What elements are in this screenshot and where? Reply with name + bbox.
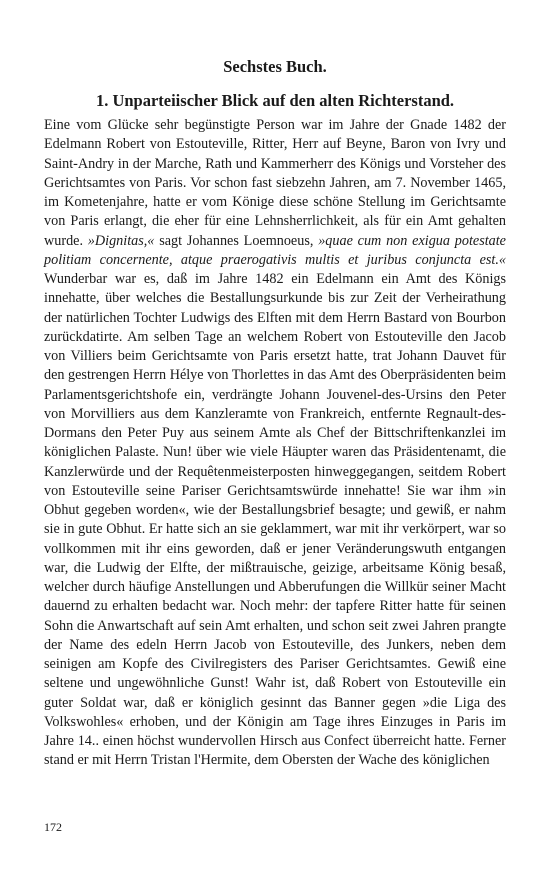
page-content	[44, 56, 506, 771]
book-title: Sechstes Buch.	[223, 57, 327, 76]
paragraph-text: sagt Johannes Loemnoeus,	[154, 232, 319, 249]
paragraph-text: Wunderbar war es, daß im Jahre 1482 ein Edelmann ein Amt des Königs innehatte, über welches die Bestallungsurkunde bis zur Zeit der Verheirathung der natürlichen Tochter Ludwigs des Elften mit dem Herrn Bastard von Bourbon zurückdatirte. Am selben Tage an welchem Robert von Estouteville den Jacob von Villiers beim Gerichtsamte von Paris ersetzt hatte, trat Johann Dauvet für den gestrengen Herrn Hélye von Thorlettes in das Amt des Oberpräsidenten beim Parlamentsgerichtshofe ein, verdrängte Johann Jouvenel-des-Ursins den Peter von Morvilliers aus dem Kanzleramte von Frankreich, entfernte Regnault-des-Dormans den Peter Puy aus seinem Amte als Chef der Bittschriftenkanzlei im königlichen Palaste. Nun! über wie viele Häupter waren das Präsidentenamt, die Kanzlerwürde und der Requêtenmeisterposten hinweggegangen, seitdem Robert von Estouteville seine Pariser Gerichtsamtswürde innehatte! Sie war ihm »in Obhut gegeben worden«, wie der Bestallungsbrief besagte; und gewiß, er nahm sie in gute Obhut. Er hatte sich an sie geklammert, war mit ihr verkörpert, war so vollkommen mit ihr eins geworden, daß er jener Veränderungswuth entgangen war, die Ludwig der Elfte, der mißtrauische, geizige, arbeitsame König besaß, welcher durch häufige Anstellungen und Abberufungen die Willkür seiner Macht dauernd zu erhalten bedacht war. Noch mehr: der tapfere Ritter hatte für seinen Sohn die Anwartschaft auf sein Amt erhalten, und schon seit zwei Jahren prangte der Name des edeln Herrn Jacob von Estouteville, des Junkers, neben dem seinigen am Kopfe des Civilregisters des Pariser Gerichtsamtes. Gewiß eine seltene und ungewöhnliche Gunst! Wahr ist, daß Robert von Estouteville ein guter Soldat war, daß er königlich gesinnt das Banner gegen »die Liga des Volkswohles« erhoben, und der Königin am Tage ihres Einzuges in Paris im Jahre 14.. einen höchst wundervollen Hirsch aus Confect überreicht hatte. Ferner stand er mit Herrn Tristan l'Hermite, dem Obersten der Wache des königlichen	[44, 271, 506, 769]
body-paragraph	[44, 116, 506, 771]
latin-quote: »quae cum non exigua potestate politiam concernente, atque praerogativis multis et juribus conjuncta est.«	[44, 232, 506, 268]
paragraph-text: Eine vom Glücke sehr begünstigte Person war im Jahre der Gnade 1482 der Edelmann Robert von Estouteville, Ritter, Herr auf Beyne, Baron von Ivry und Saint-Andry in der Marche, Rath und Kammerherr des Königs und Vorsteher des Gerichtsamtes von Paris. Vor schon fast siebzehn Jahren, am 7. November 1465, im Kometenjahre, hatte er vom Könige diese schöne Stellung im Gerichtsamte von Paris erlangt, die eher für eine Lehnsherrlichkeit, als für ein Amt gehalten wurde.	[44, 117, 506, 249]
page-number: 172	[44, 820, 62, 834]
chapter-title: 1. Unparteiischer Blick auf den alten Richterstand.	[95, 91, 455, 110]
latin-quote-dignitas: »Dignitas,«	[87, 232, 155, 249]
